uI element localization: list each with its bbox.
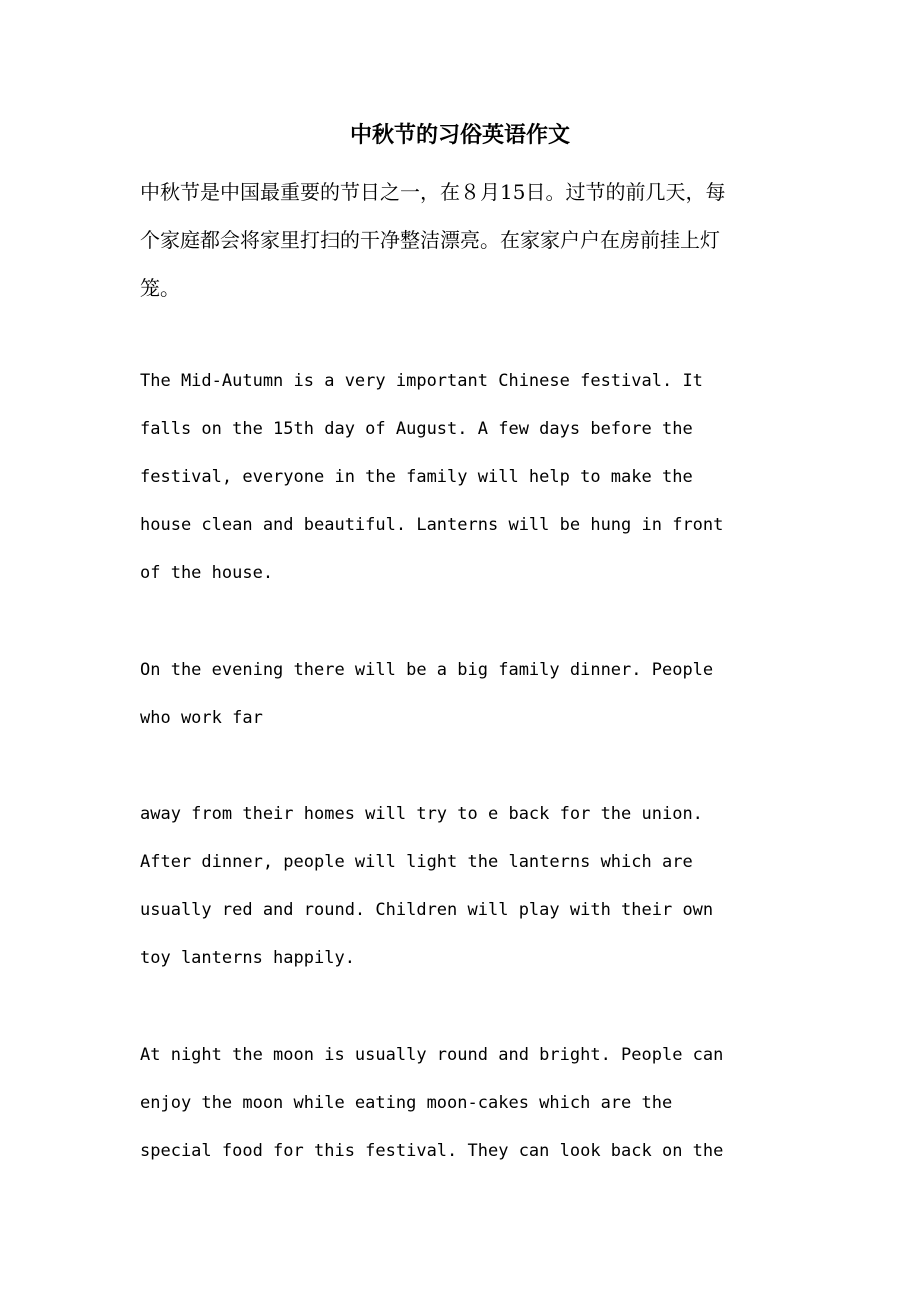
english-paragraph-3 [140, 790, 800, 982]
paragraph-line: The Mid-Autumn is a very important Chinese festival. It [140, 371, 703, 391]
paragraph-line: falls on the 15th day of August. A few days before the [140, 419, 693, 439]
english-paragraph-4 [140, 1031, 800, 1175]
document-title: 中秋节的习俗英语作文 [349, 122, 570, 148]
paragraph-line: house clean and beautiful. Lanterns will be hung in front [140, 515, 724, 535]
paragraph-line: of the house. [140, 563, 274, 583]
paragraph-line: toy lanterns happily. [140, 948, 355, 968]
paragraph-line: festival, everyone in the family will help to make the [140, 467, 693, 487]
chinese-paragraph [140, 168, 790, 312]
paragraph-line: After dinner, people will light the lanterns which are [140, 852, 693, 872]
paragraph-line: At night the moon is usually round and bright. People can [140, 1045, 724, 1065]
paragraph-line: special food for this festival. They can look back on the [140, 1141, 724, 1161]
chinese-line: 中秋节是中国最重要的节日之一，在８月15日。过节的前几天，每 [140, 180, 726, 204]
paragraph-line: who work far [140, 708, 263, 728]
paragraph-line: usually red and round. Children will play with their own [140, 900, 714, 920]
chinese-line: 笼。 [140, 276, 180, 300]
paragraph-line: away from their homes will try to e back for the union. [140, 804, 703, 824]
chinese-line: 个家庭都会将家里打扫的干净整洁漂亮。在家家户户在房前挂上灯 [140, 228, 720, 252]
paragraph-line: On the evening there will be a big family dinner. People [140, 660, 714, 680]
english-paragraph-1 [140, 357, 800, 597]
paragraph-line: enjoy the moon while eating moon-cakes which are the [140, 1093, 673, 1113]
english-paragraph-2 [140, 646, 800, 742]
